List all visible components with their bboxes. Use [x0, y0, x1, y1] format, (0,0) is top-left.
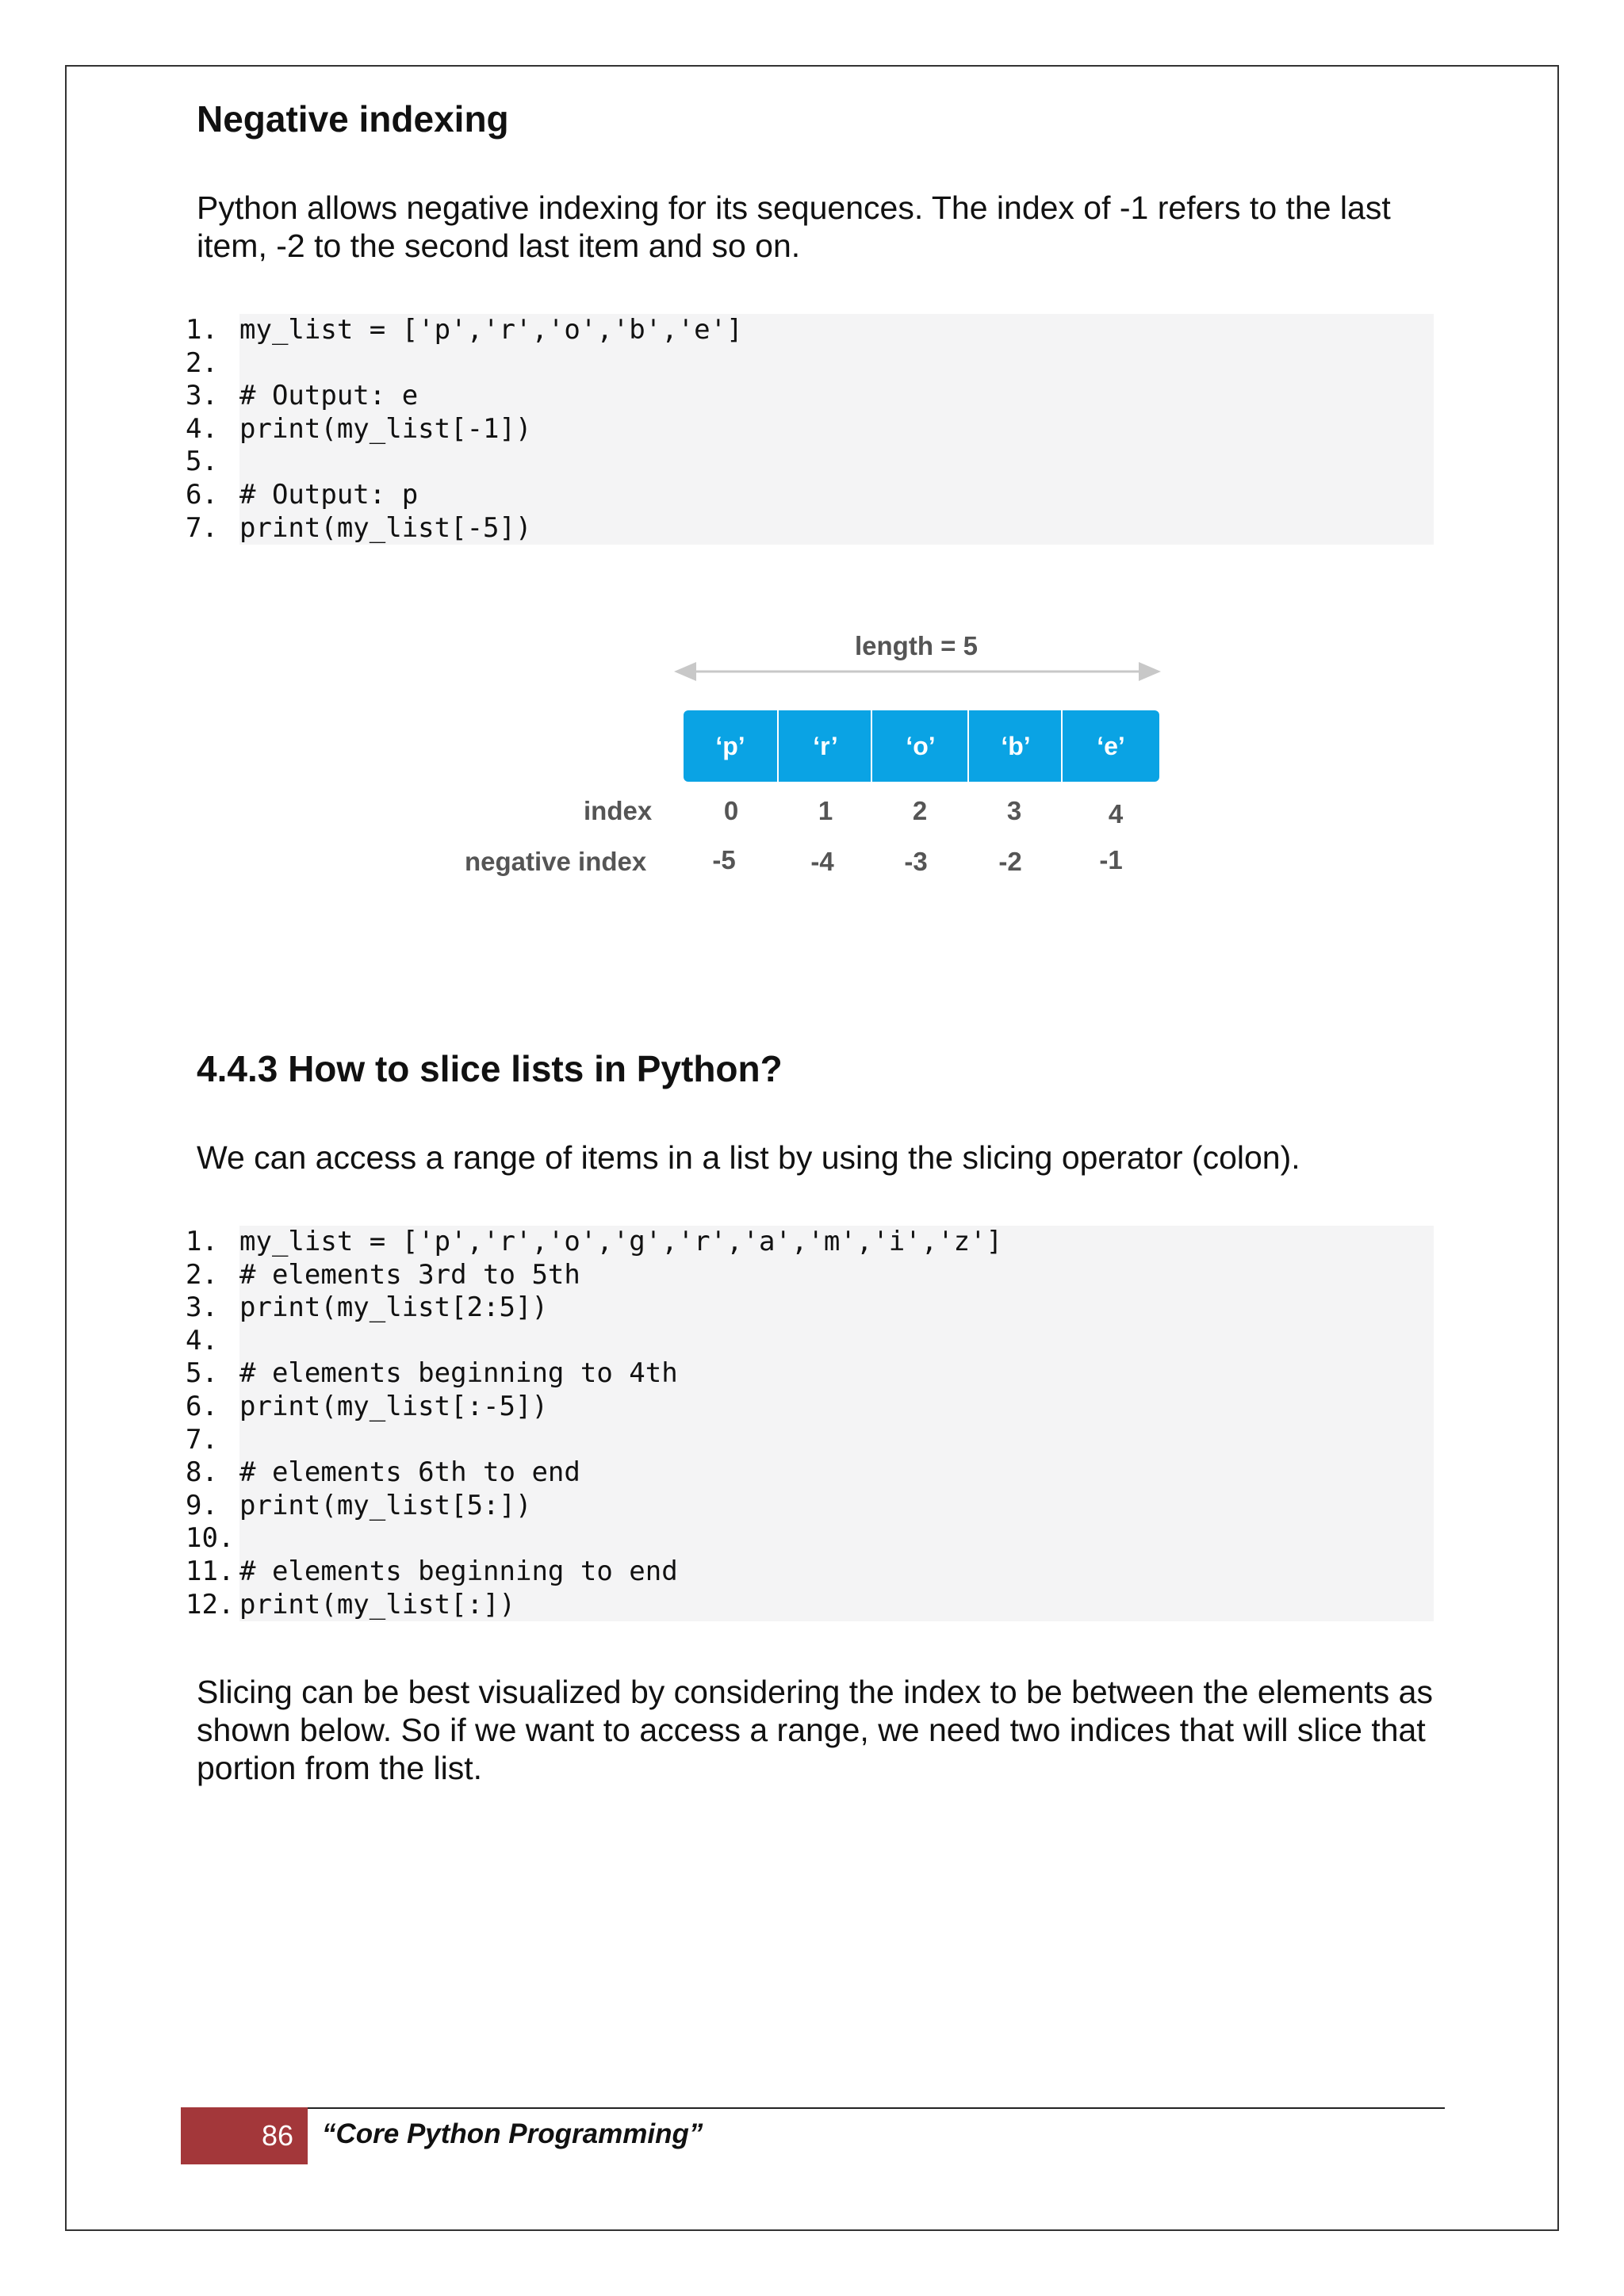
negative-index-label: negative index [465, 847, 647, 876]
line-number: 7. [186, 1424, 239, 1457]
code-line [186, 1292, 1434, 1325]
code-line [186, 1391, 1434, 1424]
list-cell: ‘b’ [967, 710, 1063, 782]
code-line [186, 1424, 1434, 1457]
index-label: index [584, 796, 653, 825]
line-number: 10. [186, 1522, 239, 1556]
code-text: print(my_list[:-5]) [239, 1390, 548, 1422]
list-cell: ‘o’ [871, 710, 969, 782]
code-line [186, 512, 1434, 545]
code-text: # elements 6th to end [239, 1456, 580, 1489]
code-text: # Output: p [239, 478, 419, 511]
code-line [186, 1357, 1434, 1391]
book-title: “Core Python Programming” [322, 2118, 703, 2149]
code-text: print(my_list[5:]) [239, 1489, 532, 1521]
line-number: 11. [186, 1556, 239, 1589]
code-line [186, 446, 1434, 479]
code-line [186, 347, 1434, 381]
code-block-slicing [186, 1226, 1434, 1621]
line-number: 2. [186, 1259, 239, 1292]
code-line [186, 314, 1434, 347]
paragraph-slicing-intro: We can access a range of items in a list by using the slicing operator (colon). [197, 1139, 1300, 1176]
line-number: 3. [186, 1292, 239, 1325]
code-text: print(my_list[-5]) [239, 511, 532, 544]
list-cell: ‘e’ [1061, 710, 1159, 782]
code-line [186, 1522, 1434, 1556]
length-label: length = 5 [855, 631, 978, 660]
negative-index-value: -5 [712, 845, 736, 874]
index-value: 4 [1108, 799, 1124, 828]
line-number: 7. [186, 512, 239, 545]
section-heading-negative-indexing: Negative indexing [197, 98, 509, 140]
line-number: 4. [186, 1325, 239, 1358]
section-heading-slice-lists: 4.4.3 How to slice lists in Python? [197, 1048, 783, 1089]
code-text: print(my_list[:]) [239, 1588, 515, 1621]
code-line [186, 479, 1434, 512]
negative-index-value: -1 [1099, 845, 1123, 874]
line-number: 6. [186, 1391, 239, 1424]
code-line [186, 413, 1434, 446]
line-number: 8. [186, 1456, 239, 1490]
code-text: my_list = ['p','r','o','b','e'] [239, 314, 743, 346]
line-number: 12. [186, 1589, 239, 1622]
index-value: 2 [912, 796, 928, 825]
negative-index-value: -3 [904, 847, 928, 876]
code-line [186, 1259, 1434, 1292]
line-number: 4. [186, 413, 239, 446]
code-block-negative-indexing [186, 314, 1434, 545]
paragraph-negative-indexing: Python allows negative indexing for its sequences. The index of -1 refers to the last item, -2 to the second last item and so on. [197, 189, 1391, 264]
paragraph-slicing-visualization: Slicing can be best visualized by considering the index to be between the elements as shown below. So if we want to access a range, we need two indices that will slice that portion from the list. [197, 1674, 1433, 1786]
code-line [186, 1490, 1434, 1523]
negative-index-value: -2 [998, 847, 1022, 876]
line-number: 9. [186, 1490, 239, 1523]
footer-rule [181, 2107, 1445, 2109]
negative-index-value: -4 [810, 847, 834, 876]
line-number: 1. [186, 1226, 239, 1259]
code-text: # Output: e [239, 380, 419, 412]
index-value: 1 [818, 796, 833, 825]
code-text: print(my_list[2:5]) [239, 1292, 548, 1324]
page-number-badge [181, 2107, 308, 2164]
line-number: 3. [186, 380, 239, 413]
code-line [186, 1226, 1434, 1259]
index-value: 3 [1006, 796, 1022, 825]
code-line [186, 380, 1434, 413]
length-arrow-icon [674, 658, 1161, 685]
line-number: 1. [186, 314, 239, 347]
line-number: 5. [186, 446, 239, 479]
code-text: print(my_list[-1]) [239, 412, 532, 445]
code-text: # elements beginning to 4th [239, 1357, 678, 1390]
code-line [186, 1325, 1434, 1358]
line-number: 5. [186, 1357, 239, 1391]
code-line [186, 1556, 1434, 1589]
code-text: my_list = ['p','r','o','g','r','a','m','i','z'] [239, 1226, 1003, 1257]
line-number: 6. [186, 479, 239, 512]
list-cell: ‘p’ [684, 710, 777, 782]
code-text: # elements 3rd to 5th [239, 1258, 580, 1291]
code-line [186, 1456, 1434, 1490]
line-number: 2. [186, 347, 239, 381]
list-cell: ‘r’ [777, 710, 872, 782]
code-line [186, 1589, 1434, 1622]
index-value: 0 [723, 796, 739, 825]
page-number: 86 [261, 2119, 293, 2152]
code-text: # elements beginning to end [239, 1555, 678, 1587]
